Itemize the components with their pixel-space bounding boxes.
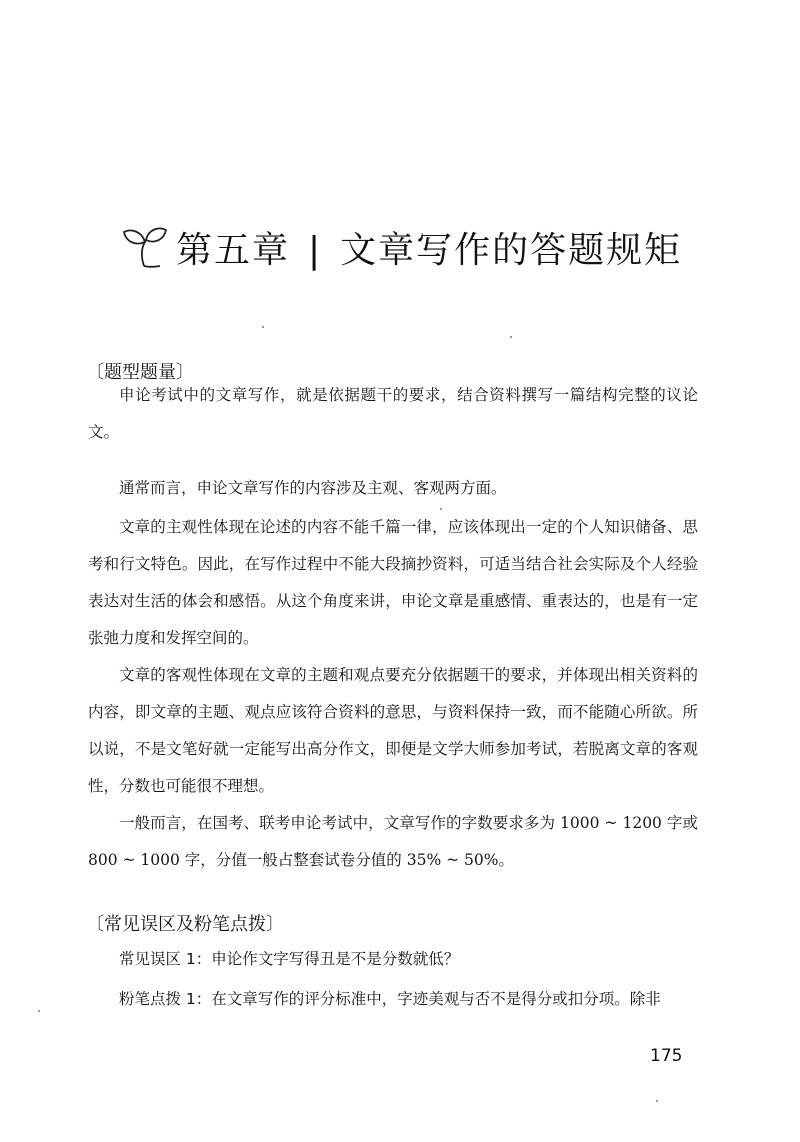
chapter-header — [118, 212, 682, 282]
section-heading-common-mistakes — [86, 910, 284, 936]
tip-text: 在文章写作的评分标准中，字迹美观与否不是得分或扣分项。除非 — [211, 990, 661, 1008]
sprout-icon — [118, 220, 172, 274]
chapter-title — [176, 222, 682, 273]
page-number: 175 — [650, 1046, 683, 1066]
section-heading-text: 常见误区及粉笔点拨 — [104, 914, 266, 935]
scan-speck — [38, 1010, 40, 1012]
paragraph: 申论考试中的文章写作，就是依据题干的要求，结合资料撰写一篇结构完整的议论文。 — [88, 386, 698, 441]
chapter-separator: | — [308, 229, 323, 271]
bracket-open: 〔 — [86, 914, 104, 935]
section-heading-text: 题型题量 — [104, 362, 176, 383]
paragraph: 文章的主观性体现在论述的内容不能千篇一律，应该体现出一定的个人知识储备、思考和行文特色。因此，在写作过程中不能大段摘抄资料，可适当结合社会实际及个人经验表达对生活的体会和感悟。从这个角度来讲，申论文章是重感情、重表达的，也是有一定张弛力度和发挥空间的。 — [88, 518, 698, 647]
mistake-item — [88, 941, 702, 978]
mistake-text: 申论作文字写得丑是不是分数就低？ — [211, 950, 460, 968]
bracket-close: 〕 — [176, 362, 194, 383]
tip-label: 粉笔点拨 1： — [119, 990, 212, 1008]
scan-speck — [440, 508, 442, 510]
paragraph: 文章的客观性体现在文章的主题和观点要充分依据题干的要求，并体现出相关资料的内容，即文章的主题、观点应该符合资料的意思，与资料保持一致，而不能随心所欲。所以说，不是文笔好就一定能写出高分作文，即便是文学大师参加考试，若脱离文章的客观性，分数也可能很不理想。 — [88, 666, 698, 795]
chapter-number: 第五章 — [176, 229, 291, 271]
tip-item — [88, 981, 702, 1018]
paragraph: 一般而言，在国考、联考申论考试中，文章写作的字数要求多为 1000 ~ 1200 字或 800 ~ 1000 字，分值一般占整套试卷分值的 35% ~ 50%。 — [88, 814, 698, 869]
scan-speck — [510, 336, 512, 338]
bracket-close: 〕 — [266, 914, 284, 935]
scan-speck — [656, 1100, 658, 1102]
mistake-label: 常见误区 1： — [119, 950, 212, 968]
chapter-subtitle: 文章写作的答题规矩 — [340, 229, 683, 271]
scan-speck — [262, 326, 264, 328]
bracket-open: 〔 — [86, 362, 104, 383]
paragraph: 通常而言，申论文章写作的内容涉及主观、客观两方面。 — [119, 479, 507, 497]
